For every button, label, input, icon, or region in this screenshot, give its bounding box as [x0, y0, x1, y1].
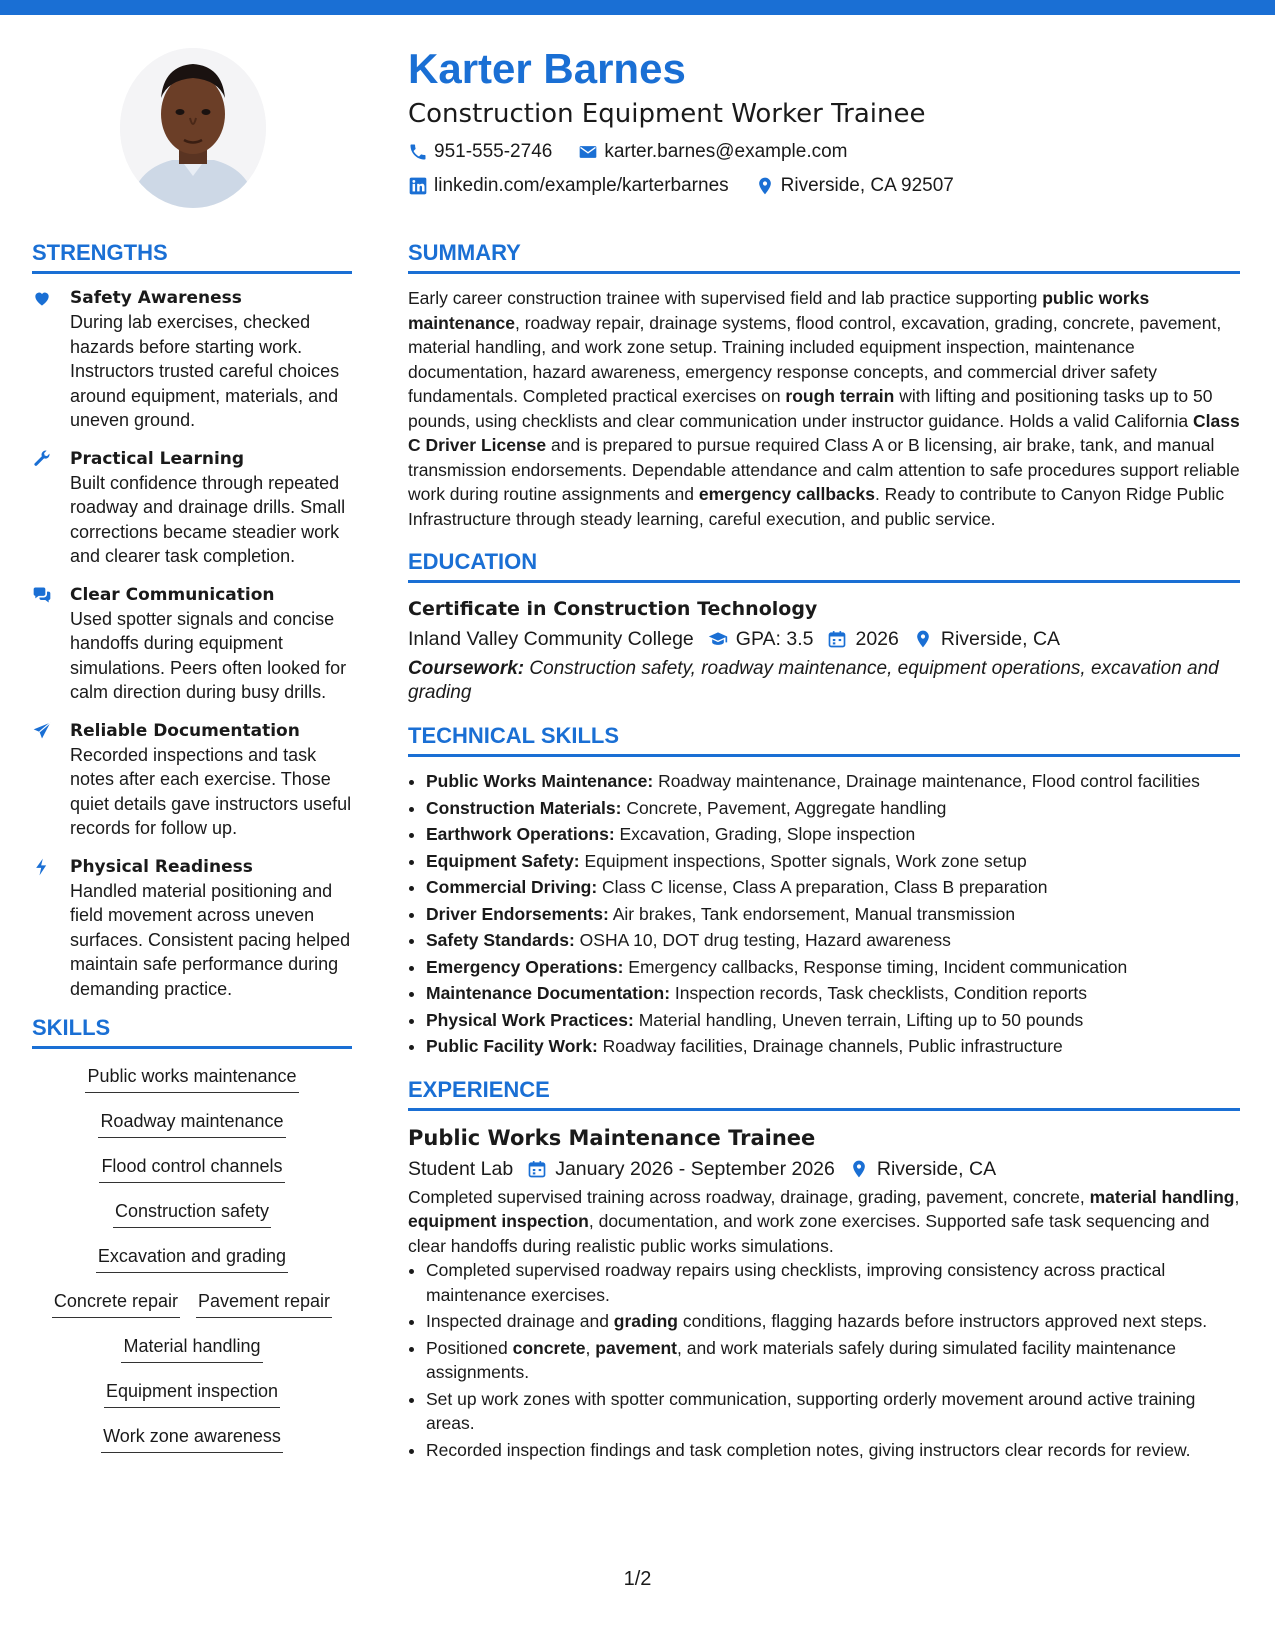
skill-category: Safety Standards: [426, 930, 575, 950]
strength-description: During lab exercises, checked hazards before starting work. Instructors trusted careful choices around equipment, materials, and uneven ground. [70, 312, 340, 430]
list-item [426, 1336, 1240, 1385]
text-run: Early career construction trainee with supervised field and lab practice supporting [408, 288, 1043, 308]
experience-intro [408, 1185, 1240, 1259]
technical-skills-list [408, 769, 1240, 1059]
wrench-icon [32, 449, 52, 469]
skill-tag: Excavation and grading [96, 1243, 288, 1273]
list-item [426, 928, 1240, 953]
text-run: Set up work zones with spotter communication, supporting orderly movement around active training areas. [426, 1388, 1196, 1433]
graduation-year: 2026 [855, 628, 899, 650]
envelope-icon [578, 142, 598, 162]
position-title: Public Works Maintenance Trainee [408, 1125, 816, 1150]
text-run: with lifting and positioning tasks up to 50 pounds, using checklists and clear communication under instructor guidance. Holds a valid California [408, 386, 1213, 431]
text-run: conditions, flagging hazards before instructors approved next steps. [677, 1311, 1208, 1331]
coursework [408, 657, 1240, 705]
list-item [426, 1438, 1240, 1463]
text-run: Completed supervised roadway repairs using checklists, improving consistency across practical maintenance exercises. [426, 1260, 1166, 1305]
strength-title: Physical Readiness [70, 856, 253, 877]
summary-text [408, 286, 1240, 531]
strength-item [32, 447, 352, 569]
page-number: 1/2 [623, 1568, 652, 1590]
strengths-heading: STRENGTHS [32, 240, 352, 274]
person-avatar-icon [120, 48, 266, 208]
strength-description: Recorded inspections and task notes after each exercise. Those quiet details gave instructors useful records for follow up. [70, 744, 352, 838]
strength-item [32, 583, 352, 705]
phone-contact[interactable] [408, 141, 552, 163]
bold-text-run: grading [613, 1311, 678, 1331]
education-heading: EDUCATION [408, 549, 1240, 583]
skill-category: Construction Materials: [426, 797, 622, 818]
skill-category: Emergency Operations: [426, 956, 624, 977]
skill-tag: Concrete repair [52, 1288, 180, 1318]
strength-description: Built confidence through repeated roadway and drainage drills. Small corrections became steadier work and clearer task completion. [70, 472, 346, 566]
sidebar [32, 240, 352, 1468]
email-text: karter.barnes@example.com [604, 141, 848, 162]
bold-text-run: material handling [1089, 1186, 1235, 1207]
technical-skills-section [408, 723, 1240, 1059]
list-item [426, 875, 1240, 900]
profile-photo [120, 48, 266, 208]
text-run: . Ready to contribute to Canyon Ridge Public Infrastructure through steady learning, careful execution, and public service. [408, 484, 1225, 529]
job-location: Riverside, CA [876, 1157, 997, 1180]
skill-tag: Construction safety [113, 1198, 271, 1228]
list-item [426, 822, 1240, 847]
chat-icon [32, 585, 52, 605]
skill-values: Roadway facilities, Drainage channels, Public infrastructure [597, 1036, 1063, 1056]
employment-dates: January 2026 - September 2026 [555, 1157, 835, 1180]
skill-category: Driver Endorsements: [426, 903, 609, 924]
skill-values: Excavation, Grading, Slope inspection [614, 824, 916, 844]
summary-heading: SUMMARY [408, 240, 1240, 274]
list-item [426, 769, 1240, 794]
list-item [426, 981, 1240, 1006]
skill-tag: Work zone awareness [101, 1423, 283, 1453]
location-text: Riverside, CA 92507 [780, 175, 954, 196]
text-run: , [1234, 1186, 1240, 1207]
map-pin-icon [755, 176, 775, 196]
bolt-icon [32, 857, 52, 877]
candidate-name: Karter Barnes [408, 45, 686, 92]
text-run: Inspected drainage and [426, 1311, 614, 1331]
bold-text-run: rough terrain [785, 386, 895, 406]
experience-bullets [408, 1258, 1240, 1462]
linkedin-contact[interactable] [408, 175, 729, 197]
skill-category: Earthwork Operations: [426, 824, 615, 844]
experience-heading: EXPERIENCE [408, 1077, 1240, 1111]
list-item [426, 849, 1240, 874]
skill-tag: Flood control channels [99, 1153, 284, 1183]
skills-list [32, 1061, 352, 1468]
skill-tag: Pavement repair [196, 1288, 332, 1318]
education-section [408, 549, 1240, 705]
main-column [408, 240, 1240, 1480]
bold-text-run: pavement [595, 1337, 677, 1358]
organization: Student Lab [408, 1157, 514, 1180]
strength-title: Reliable Documentation [70, 720, 300, 741]
skill-values: Emergency callbacks, Response timing, Incident communication [623, 956, 1128, 977]
school-location: Riverside, CA [940, 628, 1061, 650]
skill-category: Public Works Maintenance: [426, 771, 654, 791]
skill-values: Air brakes, Tank endorsement, Manual transmission [608, 903, 1016, 924]
bold-text-run: equipment inspection [408, 1211, 589, 1231]
skill-values: Class C license, Class A preparation, Class B preparation [597, 877, 1048, 897]
coursework-label: Coursework: [408, 658, 525, 679]
location-contact [755, 175, 954, 197]
summary-section [408, 240, 1240, 531]
text-run: , roadway repair, drainage systems, flood control, excavation, grading, concrete, pavement, material handling, and work zone setup. Training included equipment inspection, maintenance documentation, hazard awareness, emergency response concepts, and commercial driver safety fundamentals. Completed practical exercises on [408, 312, 1222, 406]
skill-values: Concrete, Pavement, Aggregate handling [621, 797, 947, 818]
skill-category: Physical Work Practices: [426, 1009, 634, 1030]
strength-description: Handled material positioning and field movement across uneven surfaces. Consistent pacing helped maintain safe performance during demanding practice. [70, 880, 351, 999]
list-item [426, 796, 1240, 821]
list-item [426, 1258, 1240, 1307]
list-item [426, 1034, 1240, 1059]
skill-category: Public Facility Work: [426, 1036, 598, 1056]
top-accent-bar [0, 0, 1275, 15]
text-run: and is prepared to pursue required Class A or B licensing, air brake, tank, and manual transmission endorsements. Dependable attendance and calm attention to safe procedures support reliable work during routine assignments and [408, 435, 1240, 504]
experience-section [408, 1077, 1240, 1463]
skill-tag: Material handling [121, 1333, 262, 1363]
map-pin-icon [913, 629, 933, 649]
skill-values: Equipment inspections, Spotter signals, Work zone setup [579, 850, 1027, 871]
bold-text-run: concrete [512, 1337, 586, 1358]
experience-meta [408, 1153, 1240, 1185]
strength-item [32, 855, 352, 1002]
strength-title: Safety Awareness [70, 288, 242, 308]
bold-text-run: Class C Driver License [408, 410, 1240, 455]
map-pin-icon [849, 1159, 869, 1179]
skill-values: Material handling, Uneven terrain, Lifting up to 50 pounds [633, 1009, 1084, 1030]
strength-item [32, 719, 352, 841]
coursework-text: Construction safety, roadway maintenance, equipment operations, excavation and grading [408, 658, 1219, 703]
text-run: , [585, 1337, 596, 1358]
contact-row-2 [408, 172, 1248, 200]
list-item [426, 902, 1240, 927]
strength-title: Practical Learning [70, 448, 245, 469]
contact-row-1 [408, 138, 1248, 166]
skill-values: Inspection records, Task checklists, Condition reports [670, 983, 1088, 1003]
technical-skills-heading: TECHNICAL SKILLS [408, 723, 1240, 757]
skill-tag: Roadway maintenance [98, 1108, 285, 1138]
bold-text-run: emergency callbacks [698, 484, 875, 504]
calendar-icon [827, 629, 847, 649]
strength-description: Used spotter signals and concise handoffs during equipment simulations. Peers often looked for calm direction during busy drills. [70, 608, 347, 702]
list-item [426, 955, 1240, 980]
skill-category: Maintenance Documentation: [426, 983, 671, 1003]
heart-icon [32, 288, 52, 308]
phone-text: 951-555-2746 [434, 141, 553, 162]
strength-item [32, 286, 352, 433]
paper-plane-icon [32, 721, 52, 741]
skill-category: Equipment Safety: [426, 850, 580, 871]
skill-tag: Equipment inspection [104, 1378, 280, 1408]
email-contact[interactable] [578, 141, 847, 163]
graduation-cap-icon [708, 629, 728, 649]
skills-heading: SKILLS [32, 1015, 352, 1049]
skill-values: OSHA 10, DOT drug testing, Hazard awareness [574, 930, 951, 950]
strength-title: Clear Communication [70, 584, 275, 605]
text-run: , and work materials safely during simulated facility maintenance assignments. [426, 1337, 1176, 1382]
text-run: , documentation, and work zone exercises. Supported safe task sequencing and clear handoffs during realistic public works simulations. [408, 1211, 1210, 1256]
linkedin-icon [408, 176, 428, 196]
skill-category: Commercial Driving: [426, 877, 598, 897]
bold-text-run: public works maintenance [408, 288, 1150, 333]
job-title: Construction Equipment Worker Trainee [408, 99, 926, 129]
list-item [426, 1309, 1240, 1334]
skill-tag: Public works maintenance [85, 1063, 298, 1093]
phone-icon [408, 142, 428, 162]
text-run: Completed supervised training across roadway, drainage, grading, pavement, concrete, [408, 1186, 1090, 1207]
education-meta [408, 623, 1240, 655]
list-item [426, 1387, 1240, 1436]
text-run: Recorded inspection findings and task completion notes, giving instructors clear records for review. [426, 1439, 1191, 1460]
skill-values: Roadway maintenance, Drainage maintenance, Flood control facilities [653, 771, 1200, 791]
gpa-text: GPA: 3.5 [735, 628, 814, 650]
list-item [426, 1008, 1240, 1033]
degree-title: Certificate in Construction Technology [408, 598, 818, 620]
linkedin-text: linkedin.com/example/karterbarnes [434, 175, 729, 196]
text-run: Positioned [426, 1337, 513, 1358]
calendar-icon [527, 1159, 547, 1179]
resume-header [408, 42, 1248, 200]
school-name: Inland Valley Community College [408, 628, 694, 650]
